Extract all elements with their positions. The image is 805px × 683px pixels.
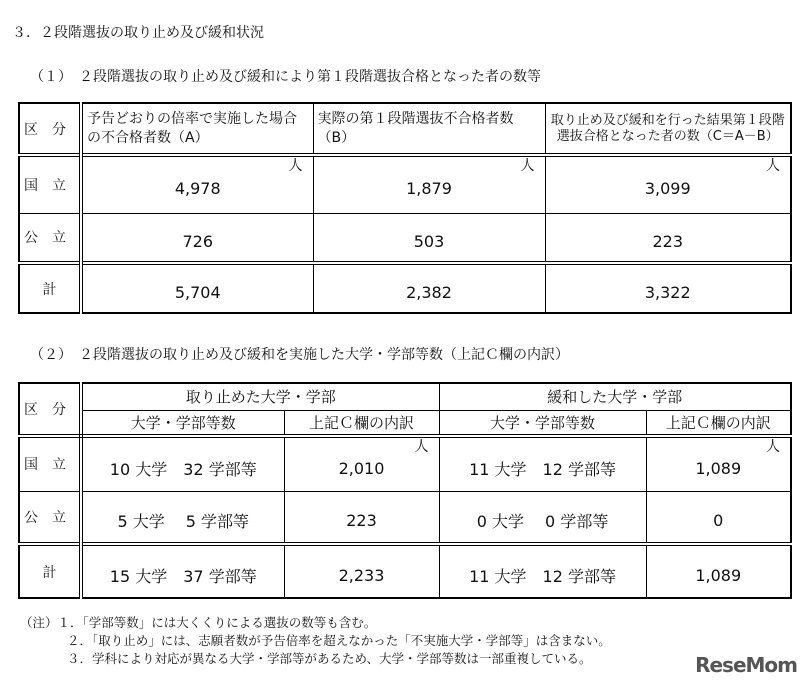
table-row [19,436,791,491]
cell-ease-people: 0 [646,491,791,544]
section2-heading: （２） ２段階選抜の取り止め及び緩和を実施した大学・学部等数（上記Ｃ欄の内訳） [30,347,569,363]
row-label: 国 立 [19,155,81,213]
header-stop-count: 大学・学部等数 [81,410,284,436]
table-failed-counts [18,102,792,314]
cell-c: 223 [545,213,791,263]
row-label: 国 立 [19,436,81,491]
header-stopped: 取り止めた大学・学部 [81,383,439,410]
unit-label: 人 [520,158,535,174]
section1-heading: （１） ２段階選抜の取り止め及び緩和により第１段階選抜合格となった者の数等 [30,69,541,85]
table-row-total [19,263,791,313]
header-category: 区 分 [19,383,81,436]
header-category: 区 分 [19,103,81,155]
unit-label: 人 [766,439,781,455]
header-ease-breakdown: 上記Ｃ欄の内訳 [646,410,791,436]
cell-stop-count: 5 大学 5 学部等 [81,491,284,544]
header-b: 実際の第１段階選抜不合格者数 （B） [313,103,545,155]
unit-label: 人 [766,158,780,174]
cell-b: 1,879 [406,179,452,199]
cell-a: 726 [81,213,313,263]
header-stop-breakdown: 上記Ｃ欄の内訳 [284,410,439,436]
table-row [19,491,791,544]
cell-ease-count: 11 大学 12 学部等 [439,436,646,491]
document-title: ３．２段階選抜の取り止め及び緩和状況 [12,25,264,41]
cell-a: 5,704 [81,263,313,313]
row-label: 計 [19,263,81,313]
note-3: ３．学科により対応が異なる大学・学部等があるため、大学・学部等数は一部重複している。 [67,651,592,666]
cell-c: 3,322 [545,263,791,313]
cell-stop-people: 2,233 [284,544,439,598]
resemom-watermark-logo: ReseMom [695,653,797,677]
table-row-total [19,544,791,598]
header-a: 予告どおりの倍率で実施した場合の不合格者数（A） [81,103,313,155]
table-universities [18,382,792,599]
cell-stop-people: 223 [284,491,439,544]
cell-ease-count: 11 大学 12 学部等 [439,544,646,598]
cell-c: 3,099 [644,179,691,199]
row-label: 公 立 [19,213,81,263]
unit-label: 人 [414,439,429,455]
row-label: 公 立 [19,491,81,544]
cell-ease-people: 1,089 [695,458,742,478]
table-row [19,213,791,263]
unit-label: 人 [288,158,303,174]
note-1: （注）１．「学部等数」には大くくりによる選抜の数等も含む。 [20,615,377,630]
cell-stop-count: 15 大学 37 学部等 [81,544,284,598]
cell-stop-people: 2,010 [338,458,385,478]
table-header-row [19,103,791,155]
note-2: ２．「取り止め」には、志願者数が予告倍率を超えなかった「不実施大学・学部等」は含まない。 [67,633,611,648]
cell-b: 2,382 [313,263,545,313]
header-eased: 緩和した大学・学部 [439,383,791,410]
header-c: 取り止め及び緩和を行った結果第１段階選抜合格となった者の数（C＝A－B） [545,103,791,155]
table-row [19,155,791,213]
cell-a: 4,978 [174,179,221,199]
row-label: 計 [19,544,81,598]
cell-b: 503 [313,213,545,263]
cell-ease-people: 1,089 [646,544,791,598]
cell-stop-count: 10 大学 32 学部等 [81,436,284,491]
cell-ease-count: 0 大学 0 学部等 [439,491,646,544]
header-ease-count: 大学・学部等数 [439,410,646,436]
